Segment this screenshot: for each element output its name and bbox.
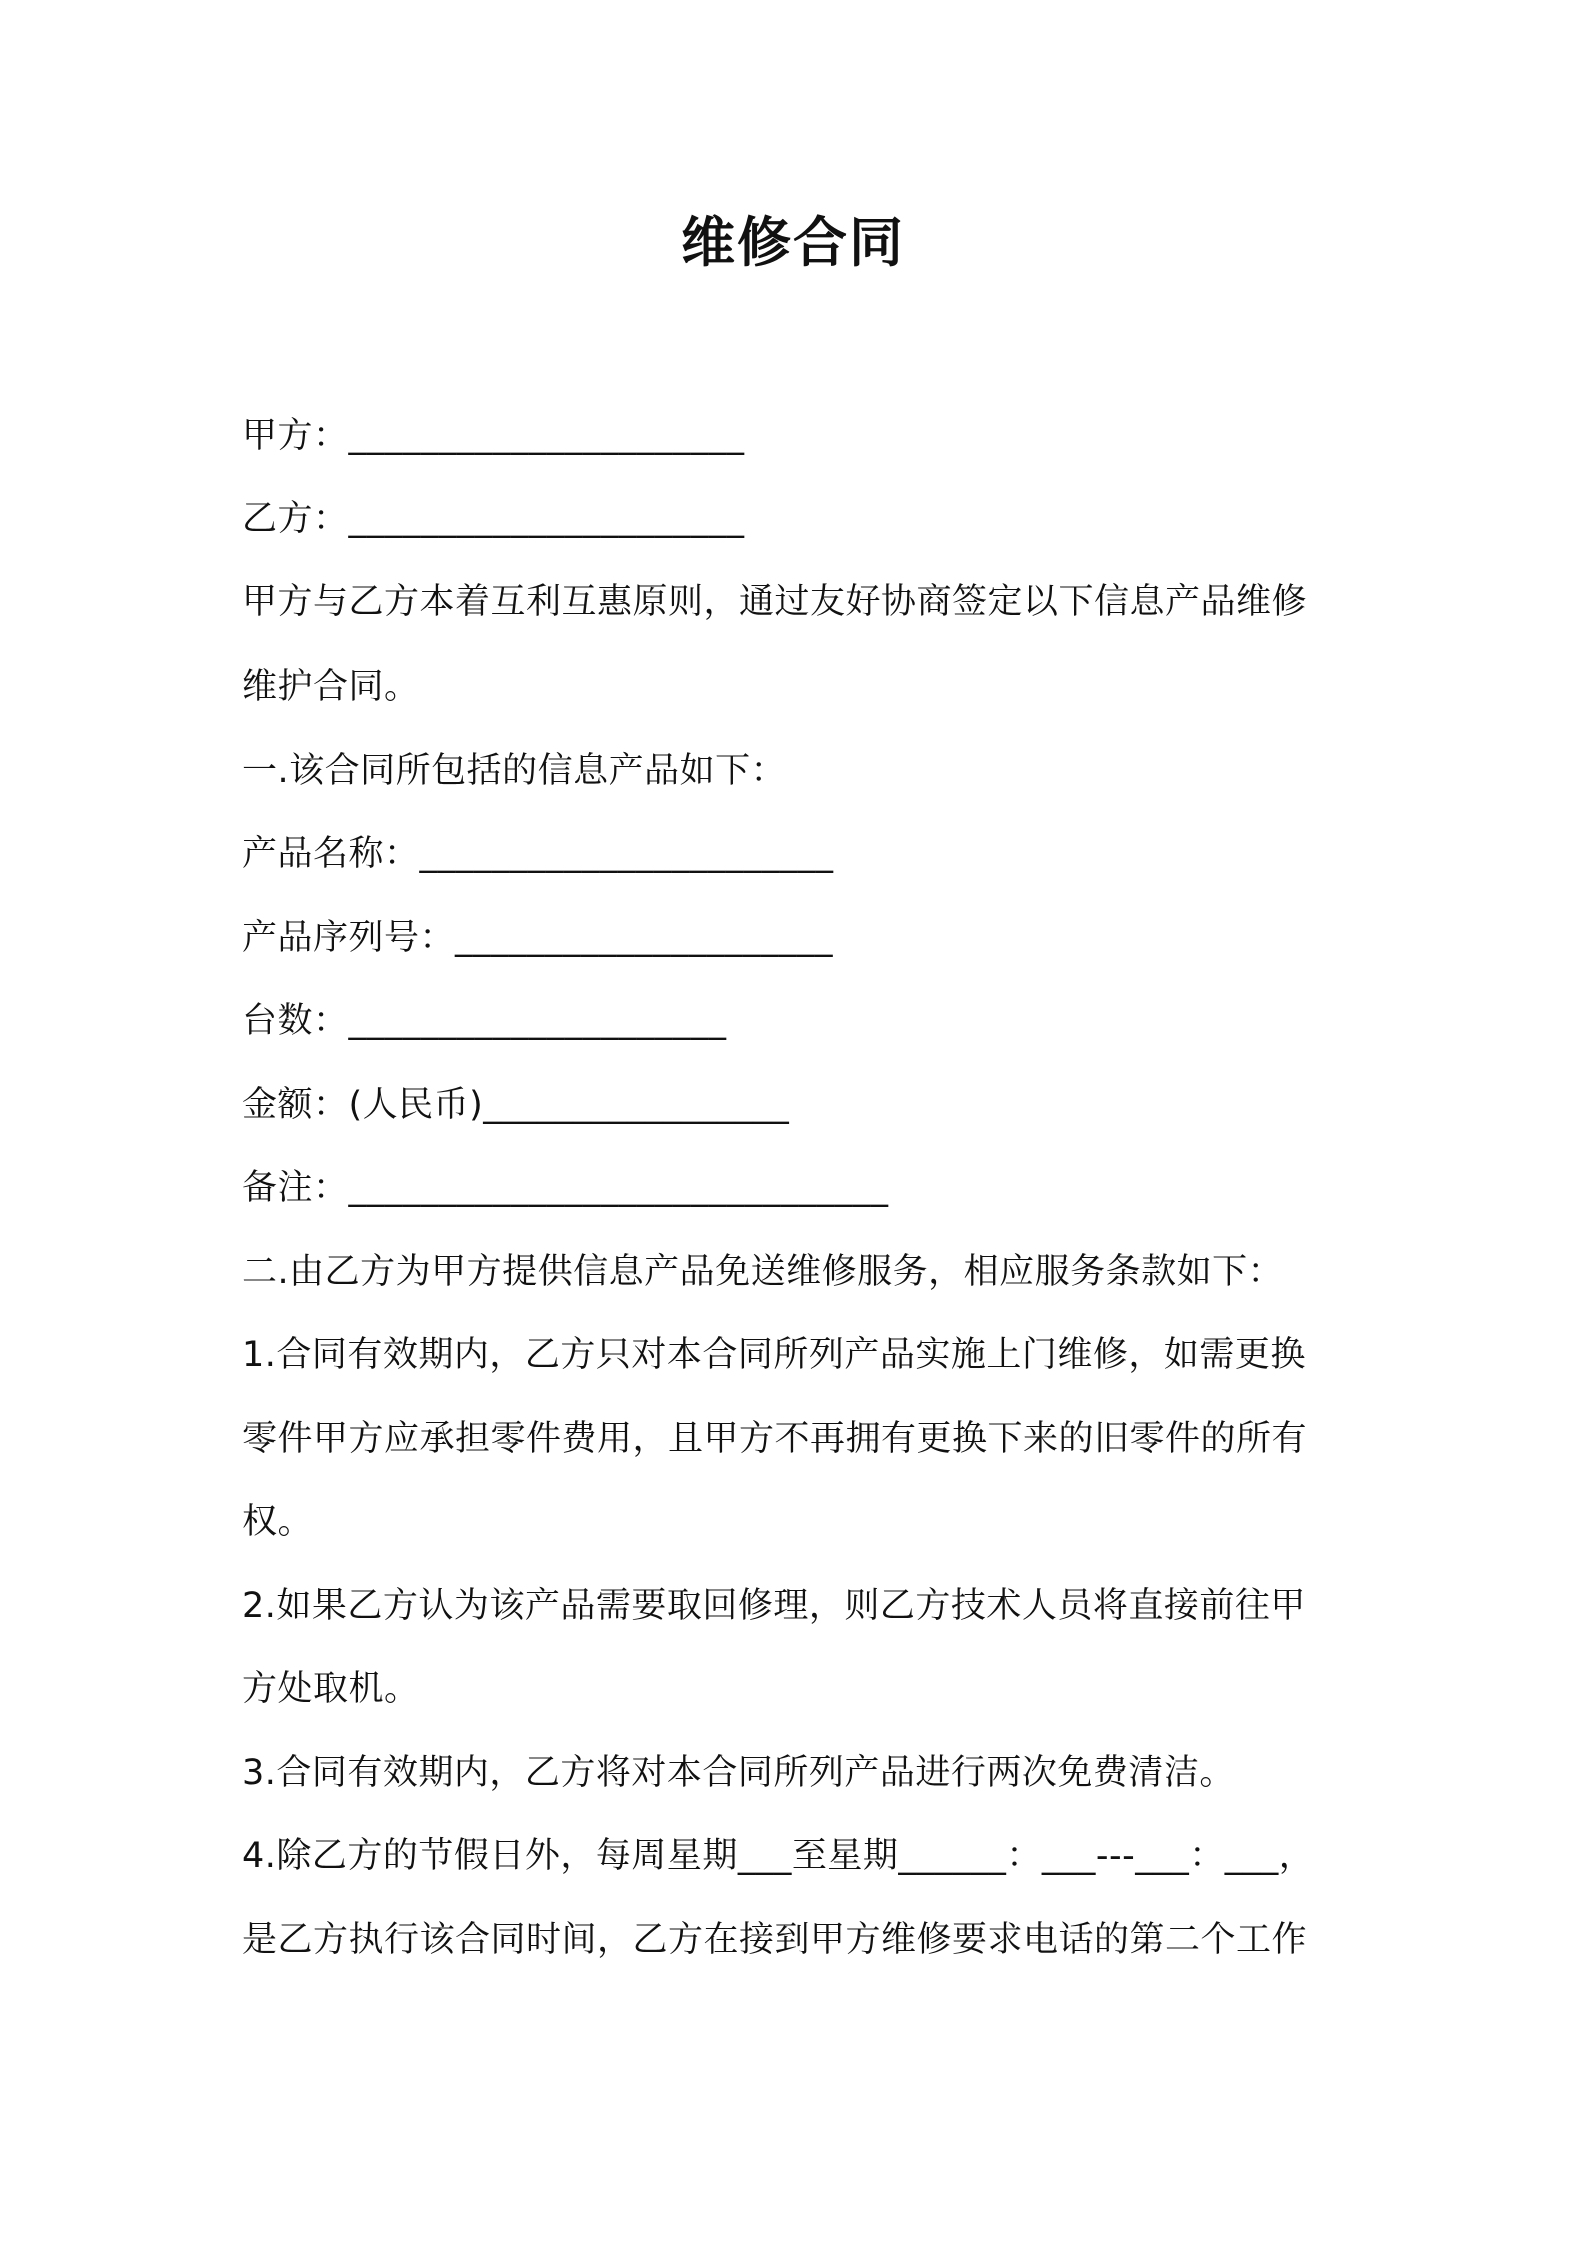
clause-2-line-1: 2.如果乙方认为该产品需要取回修理，则乙方技术人员将直接前往甲	[242, 1586, 1306, 1626]
clause-3-line: 3.合同有效期内，乙方将对本合同所列产品进行两次免费清洁。	[242, 1753, 1235, 1793]
document-title: 维修合同	[681, 211, 905, 274]
clause-2-line-2: 方处取机。	[242, 1669, 420, 1709]
intro-line-2: 维护合同。	[242, 667, 420, 707]
section-one-heading: 一.该合同所包括的信息产品如下：	[242, 751, 787, 791]
clause-4-line-1: 4.除乙方的节假日外，每周星期___至星期______：___---___：___，	[242, 1836, 1315, 1876]
clause-1-line-1: 1.合同有效期内，乙方只对本合同所列产品实施上门维修，如需更换	[242, 1335, 1306, 1375]
product-name-line: 产品名称：_______________________	[242, 834, 834, 874]
intro-line-1: 甲方与乙方本着互利互惠原则，通过友好协商签定以下信息产品维修	[242, 582, 1308, 622]
clause-1-line-2: 零件甲方应承担零件费用，且甲方不再拥有更换下来的旧零件的所有	[242, 1419, 1308, 1459]
remarks-line: 备注：______________________________	[242, 1168, 889, 1208]
product-serial-line: 产品序列号：_____________________	[242, 918, 834, 958]
party-b-line: 乙方：______________________	[242, 499, 745, 539]
section-two-heading: 二.由乙方为甲方提供信息产品免送维修服务，相应服务条款如下：	[242, 1252, 1284, 1292]
amount-line: 金额：(人民币)_________________	[242, 1085, 790, 1125]
party-a-line: 甲方：______________________	[242, 416, 745, 456]
clause-1-line-3: 权。	[242, 1502, 314, 1542]
quantity-line: 台数：_____________________	[242, 1001, 727, 1041]
clause-4-line-2: 是乙方执行该合同时间，乙方在接到甲方维修要求电话的第二个工作	[242, 1920, 1308, 1960]
